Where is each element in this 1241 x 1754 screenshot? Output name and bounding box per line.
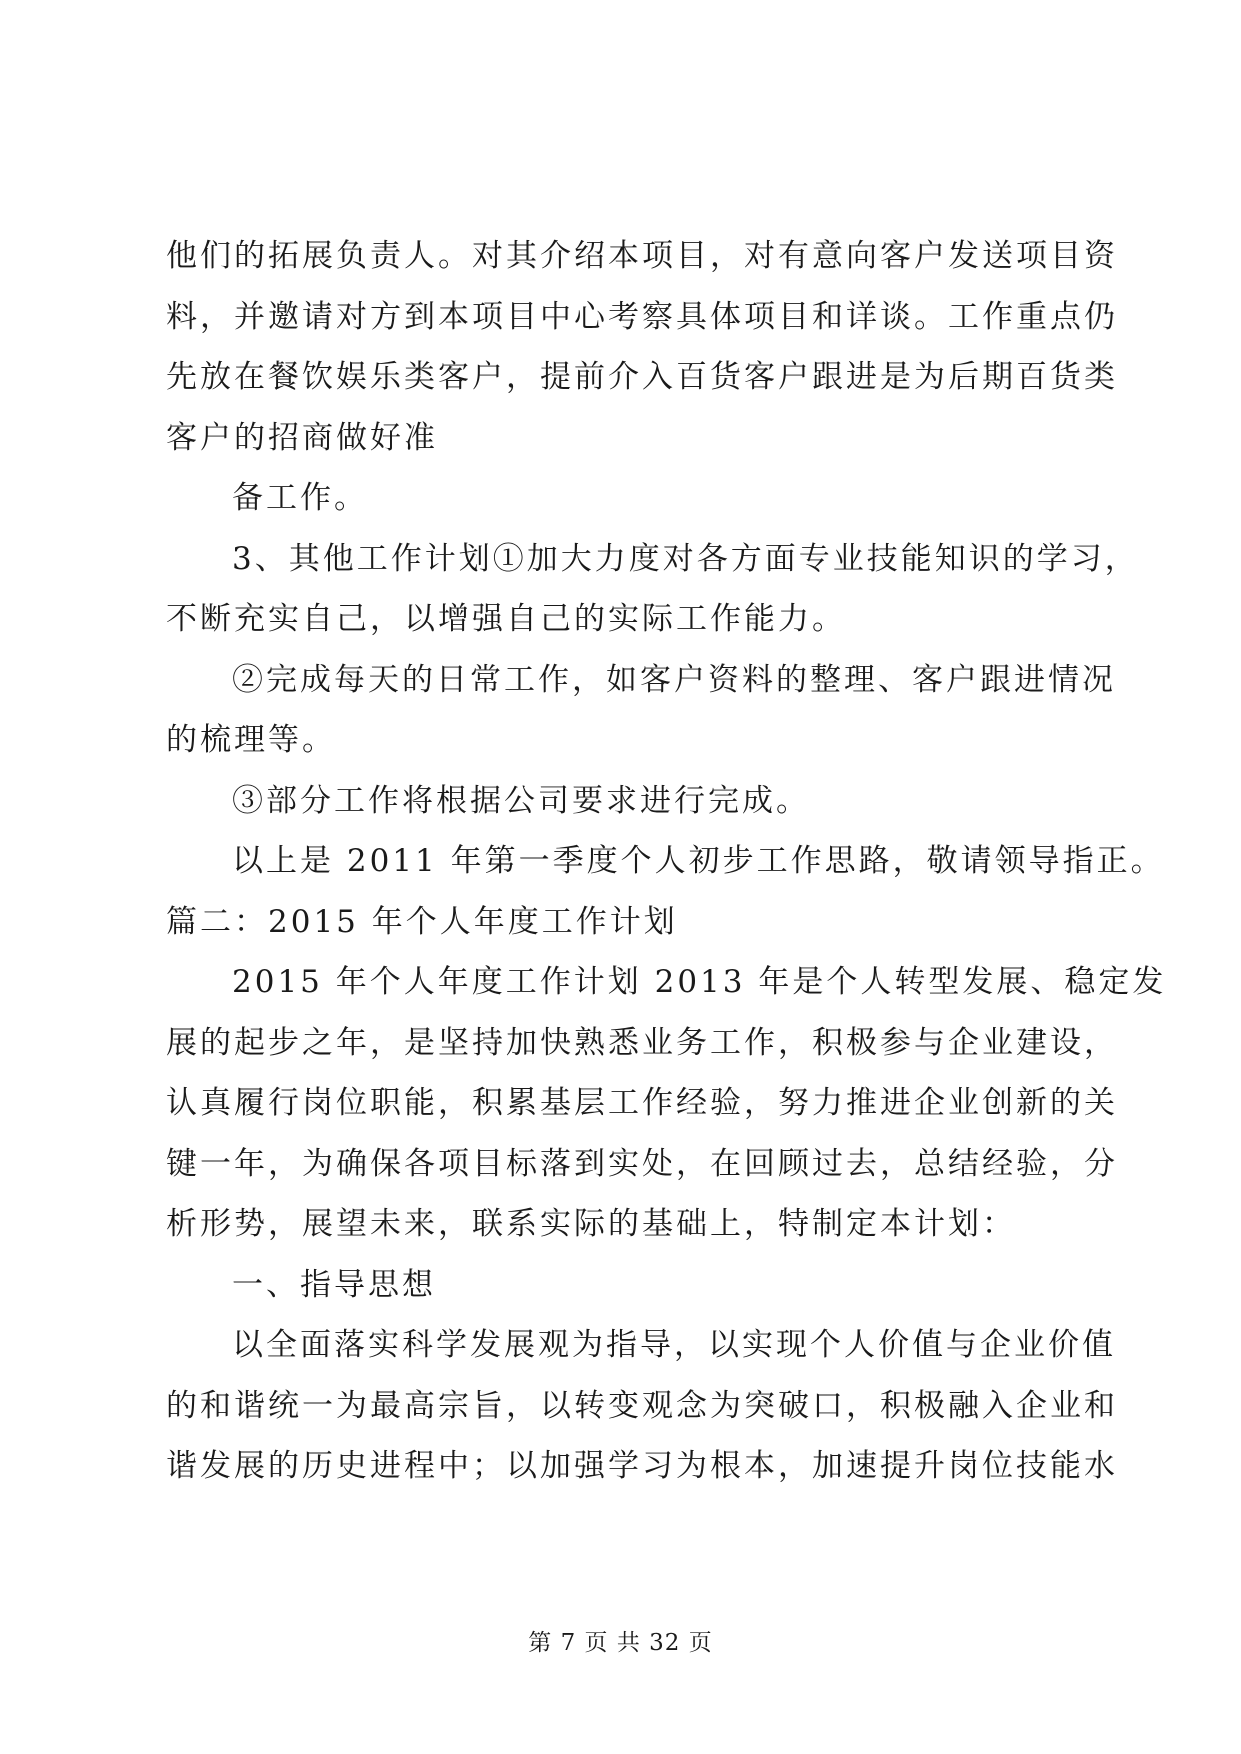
text-line: 以全面落实科学发展观为指导，以实现个人价值与企业价值 [232, 1327, 1116, 1363]
text-line: 以上是 2011 年第一季度个人初步工作思路，敬请领导指正。 [232, 843, 1165, 879]
section-heading: 篇二：2015 年个人年度工作计划 [166, 903, 678, 940]
body-text [166, 226, 1167, 1497]
subsection-heading: 一、指导思想 [232, 1266, 436, 1303]
text-line: 键一年，为确保各项目标落到实处，在回顾过去，总结经验，分 [166, 1145, 1118, 1182]
text-line: 谐发展的历史进程中；以加强学习为根本，加速提升岗位技能水 [166, 1448, 1118, 1484]
text-line: 的梳理等。 [166, 722, 336, 758]
text-line: 析形势，展望未来，联系实际的基础上，特制定本计划： [166, 1206, 1016, 1242]
text-line: ③部分工作将根据公司要求进行完成。 [232, 782, 810, 819]
page-number-footer: 第 7 页 共 32 页 [528, 1630, 713, 1656]
text-line: 认真履行岗位职能，积累基层工作经验，努力推进企业创新的关 [166, 1085, 1118, 1121]
text-line: 他们的拓展负责人。对其介绍本项目，对有意向客户发送项目资 [166, 238, 1118, 274]
text-line: 不断充实自己，以增强自己的实际工作能力。 [166, 601, 846, 637]
text-line: 备工作。 [232, 480, 368, 516]
text-line: 3、其他工作计划①加大力度对各方面专业技能知识的学习， [232, 540, 1139, 577]
text-line: 先放在餐饮娱乐类客户，提前介入百货客户跟进是为后期百货类 [166, 359, 1118, 395]
text-line: 的和谐统一为最高宗旨，以转变观念为突破口，积极融入企业和 [166, 1387, 1118, 1424]
text-line: 展的起步之年，是坚持加快熟悉业务工作，积极参与企业建设， [166, 1024, 1118, 1061]
text-line: ②完成每天的日常工作，如客户资料的整理、客户跟进情况 [232, 661, 1116, 698]
text-line: 料，并邀请对方到本项目中心考察具体项目和详谈。工作重点仍 [166, 298, 1118, 335]
text-line: 客户的招商做好准 [166, 419, 438, 456]
text-line: 2015 年个人年度工作计划 2013 年是个人转型发展、稳定发 [232, 964, 1167, 1000]
